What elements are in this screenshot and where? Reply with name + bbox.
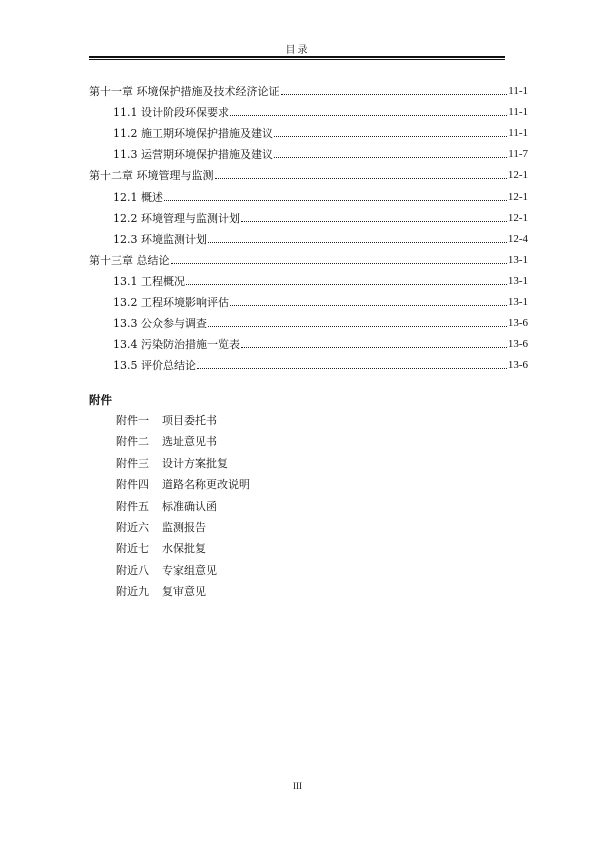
toc-section-12-2[interactable] bbox=[89, 204, 528, 225]
dot-leader bbox=[274, 157, 507, 158]
attachment-title: 道路名称更改说明 bbox=[162, 478, 250, 492]
toc-page-number: 11-1 bbox=[508, 127, 528, 140]
attachment-key: 附件一 bbox=[116, 414, 149, 427]
toc-section-13-4[interactable] bbox=[89, 330, 528, 351]
toc-page-number: 12-1 bbox=[507, 169, 528, 182]
attachment-item[interactable] bbox=[116, 499, 250, 520]
dot-leader bbox=[171, 263, 507, 264]
attachment-key: 附件三 bbox=[116, 456, 149, 470]
toc-page-number: 12-1 bbox=[507, 190, 528, 203]
toc-page-number: 13-1 bbox=[507, 296, 528, 309]
toc-section-12-1[interactable] bbox=[89, 182, 528, 203]
toc-section-13-2[interactable] bbox=[89, 288, 528, 309]
attachment-title: 设计方案批复 bbox=[162, 456, 228, 470]
toc-page-number: 12-4 bbox=[507, 232, 528, 245]
dot-leader bbox=[208, 326, 507, 327]
attachment-item[interactable] bbox=[116, 520, 250, 541]
attachment-item[interactable] bbox=[116, 456, 250, 477]
toc-entry-label: 12.3 环境监测计划 bbox=[113, 232, 207, 246]
attachment-key: 附近九 bbox=[116, 585, 149, 599]
toc-page-number: 11-1 bbox=[508, 106, 528, 119]
toc-entry-label: 12.2 环境管理与监测计划 bbox=[113, 211, 240, 225]
header-rule bbox=[89, 56, 505, 58]
toc-section-13-3[interactable] bbox=[89, 309, 528, 330]
toc-section-13-5[interactable] bbox=[89, 351, 528, 372]
dot-leader bbox=[281, 94, 508, 95]
attachment-key: 附件二 bbox=[116, 435, 149, 449]
toc-section-13-1[interactable] bbox=[89, 267, 528, 288]
toc-section-11-3[interactable] bbox=[89, 140, 528, 161]
toc-entry-label: 13.5 评价总结论 bbox=[113, 359, 196, 373]
attachment-key: 附件五 bbox=[116, 499, 149, 513]
attachment-title: 项目委托书 bbox=[162, 414, 217, 427]
attachment-item[interactable] bbox=[116, 413, 250, 434]
toc-section-11-1[interactable] bbox=[89, 98, 528, 119]
attachment-title: 复审意见 bbox=[162, 585, 206, 599]
dot-leader bbox=[230, 305, 507, 306]
attachment-key: 附近七 bbox=[116, 542, 149, 556]
dot-leader bbox=[208, 242, 507, 243]
attachment-title: 专家组意见 bbox=[162, 563, 217, 577]
dot-leader bbox=[230, 115, 507, 116]
toc-entry-label: 12.1 概述 bbox=[113, 190, 163, 204]
toc-chapter-12[interactable] bbox=[89, 161, 528, 182]
toc-entry-label: 13.2 工程环境影响评估 bbox=[113, 296, 229, 310]
dot-leader bbox=[241, 221, 507, 222]
page-header-title: 目录 bbox=[285, 45, 310, 56]
attachment-key: 附近八 bbox=[116, 563, 149, 577]
toc-page-number: 11-7 bbox=[508, 148, 528, 161]
attachment-title: 标准确认函 bbox=[162, 499, 217, 513]
toc-entry-label: 第十三章 总结论 bbox=[89, 253, 170, 267]
dot-leader bbox=[241, 347, 507, 348]
attachments-heading: 附件 bbox=[89, 393, 112, 407]
toc-page-number: 12-1 bbox=[507, 211, 528, 224]
attachment-key: 附件四 bbox=[116, 478, 149, 492]
attachment-item[interactable] bbox=[116, 563, 250, 584]
toc-page-number: 13-6 bbox=[507, 317, 528, 330]
toc-chapter-11[interactable] bbox=[89, 77, 528, 98]
toc-section-11-2[interactable] bbox=[89, 119, 528, 140]
dot-leader bbox=[197, 368, 507, 369]
toc-entry-label: 第十二章 环境管理与监测 bbox=[89, 169, 214, 183]
attachment-title: 选址意见书 bbox=[162, 435, 217, 449]
attachments-list bbox=[116, 413, 250, 606]
toc-section-12-3[interactable] bbox=[89, 225, 528, 246]
toc-chapter-13[interactable] bbox=[89, 246, 528, 267]
toc-page-number: 13-1 bbox=[507, 274, 528, 287]
dot-leader bbox=[274, 136, 507, 137]
table-of-contents bbox=[89, 77, 528, 372]
attachment-item[interactable] bbox=[116, 434, 250, 455]
dot-leader bbox=[186, 284, 507, 285]
toc-page-number: 11-1 bbox=[508, 85, 528, 98]
attachment-title: 水保批复 bbox=[162, 542, 206, 556]
page-number: III bbox=[293, 781, 302, 791]
dot-leader bbox=[215, 178, 507, 179]
toc-page-number: 13-1 bbox=[507, 253, 528, 266]
toc-entry-label: 11.3 运营期环境保护措施及建议 bbox=[113, 148, 273, 162]
attachment-item[interactable] bbox=[116, 541, 250, 562]
dot-leader bbox=[164, 200, 507, 201]
header-rule-thin bbox=[89, 59, 505, 60]
toc-entry-label: 13.3 公众参与调查 bbox=[113, 317, 207, 331]
toc-entry-label: 13.1 工程概况 bbox=[113, 274, 185, 288]
attachment-item[interactable] bbox=[116, 477, 250, 498]
toc-entry-label: 第十一章 环境保护措施及技术经济论证 bbox=[89, 85, 280, 99]
attachment-key: 附近六 bbox=[116, 520, 149, 534]
attachment-title: 监测报告 bbox=[162, 520, 206, 534]
attachment-item[interactable] bbox=[116, 584, 250, 605]
toc-entry-label: 11.2 施工期环境保护措施及建议 bbox=[113, 127, 273, 141]
toc-page-number: 13-6 bbox=[507, 338, 528, 351]
toc-entry-label: 11.1 设计阶段环保要求 bbox=[113, 106, 229, 120]
toc-page-number: 13-6 bbox=[507, 359, 528, 372]
toc-entry-label: 13.4 污染防治措施一览表 bbox=[113, 338, 240, 352]
